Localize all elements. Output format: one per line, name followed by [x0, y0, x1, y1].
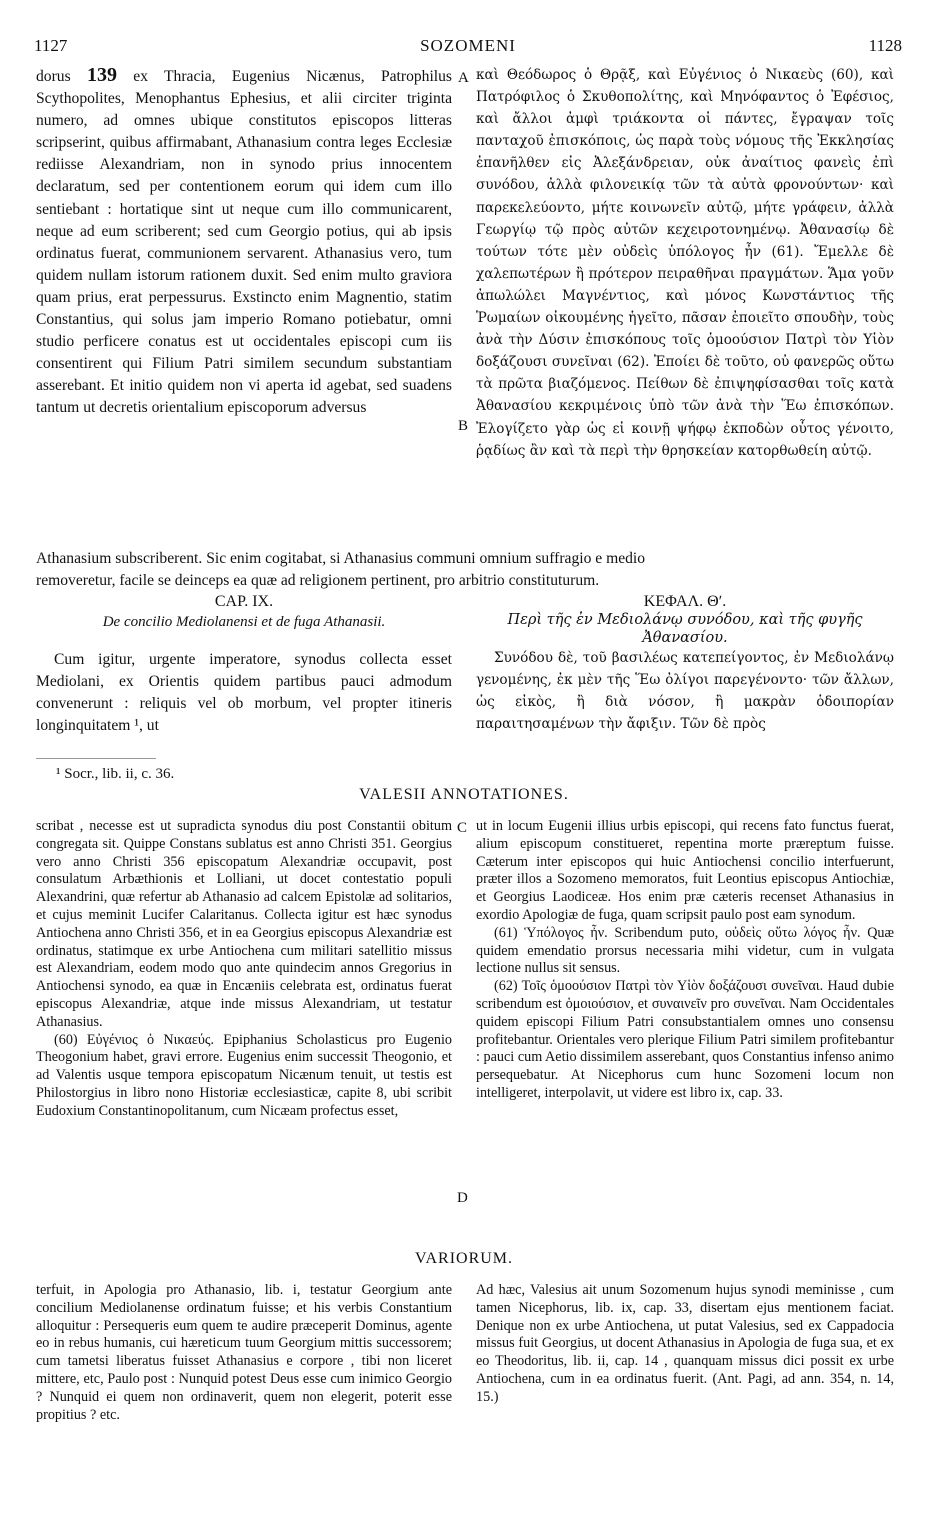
latin-chapter-subtitle: De concilio Mediolanensi et de fuga Athanasii.	[102, 614, 386, 630]
margin-marker-a: A	[458, 70, 469, 86]
latin-full-line-1: Athanasium subscriberent. Sic enim cogitabat, si Athanasius communi omnium suffragio e medio	[36, 550, 646, 567]
greek-chapter-text: Συνόδου δὲ, τοῦ βασιλέως κατεπείγοντος, ἐν Μεδιολάνῳ γενομένης, ἐκ μὲν τῆς Ἕω ὀλίγοι παρεγένοντο· τῶν ἄλλων, ὡς εἰκὸς, ἢ διὰ νόσον, ἢ μακρὰν ὁδοιπορίαν παραιτησαμένων τὴν ἄφιξιν. Τῶν δὲ πρὸς	[476, 650, 894, 733]
variorum-left-column	[36, 1282, 452, 1424]
latin-full-line-2: removeretur, facile se deinceps ea quæ ad religionem pertinent, pro arbitrio constituturum.	[36, 572, 600, 590]
greek-chapter-block	[476, 593, 894, 735]
margin-marker-c: C	[457, 820, 468, 836]
page-title: SOZOMENI	[420, 36, 516, 55]
variorum-right-text: Ad hæc, Valesius ait unum Sozomenum hujus synodi meminisse , cum tamen Nicephorus, lib. ix, cap. 33, disertam ejus mentionem faciat. Denique non ex urbe Antiochena, ut putat Valesius, sed ex Cappadocia missus fuit Georgius, ut docent Athanasius in Apologia de fuga sua, et ex eo Theodoritus, lib. ii, cap. 14 , quanquam missus dici possit ex urbe Antiochena, cum in ea ordinatus fuerit. (Ant. Pagi, ad ann. 354, n. 14, 15.)	[476, 1282, 894, 1405]
valesii-note-62: (62) Τοῖς ὁμοούσιον Πατρὶ τὸν Υἱὸν δοξάζουσι συνεῖναι. Haud dubie scribendum est ὁμοιούσιον, et συναινεῖν pro συνεῖναι. Nam Occidentales quidem episcopi Filium Patri consubstantialem omnes uno consensu profitebantur. Orientales vero plerique Filium Patri similem profitebantur : pauci cum Aetio dissimilem asserebant, quos Constantius infenso animo persequebatur. At Nicephorus cum hunc Sozomeni locum non intelligeret, interpolavit, ut videre est libro ix, cap. 33.	[476, 978, 894, 1101]
latin-text-column	[36, 64, 452, 420]
variorum-heading: VARIORUM.	[414, 1250, 514, 1267]
valesii-note-60: (60) Εὐγένιος ὁ Νικαεύς. Epiphanius Scholasticus pro Eugenio Theogonium habet, gravi errore. Eugenius enim successit Theogonio, et ad Valentis usque tempora episcopatum Nicænum tenuit, ut testis est Philostorgius in libro nono Historiæ ecclesiasticæ, capite 8, ubi scribit Eudoxium Constantinopolitanum, cum Nicæam profectus esset,	[36, 1031, 452, 1119]
greek-text-column	[476, 64, 894, 462]
valesii-heading: VALESII ANNOTATIONES.	[359, 786, 569, 803]
valesii-note-paragraph: ut in locum Eugenii illius urbis episcopi, qui recens fato functus fuerat, alium episcopum constitueret, repentina morte præreptum fuisse. Cæterum inter episcopos qui huic Antiochensi concilio interfuerunt, præter illos a Sozomeno memoratos, fuit Leontius episcopus Antiochiæ, et Georgius Laodiceæ. Hos enim præ cæteris recenset Athanasius in exordio Apologiæ de fuga, quam scripsit paulo post eam synodum.	[476, 818, 894, 923]
footnote: ¹ Socr., lib. ii, c. 36.	[56, 766, 175, 782]
latin-lead-word: dorus	[36, 68, 71, 85]
column-number-marker: 139	[86, 64, 117, 86]
variorum-right-column	[476, 1282, 894, 1407]
left-page-number: 1127	[34, 36, 68, 55]
running-head	[34, 36, 902, 60]
greek-chapter-subtitle: Περὶ τῆς ἐν Μεδιολάνῳ συνόδου, καὶ τῆς φυγῆς Ἀθανασίου.	[507, 612, 863, 646]
latin-body-text: ex Thracia, Eugenius Nicænus, Patrophilus Scythopolites, Menophantus Ephesius, et alii circiter triginta numero, ad omnes ubique constitutos episcopos litteras scripserint, quibus affirmabant, Athanasium contra leges Ecclesiæ rediisse Alexandriam, non in synodo prius innocentem declaratum, sed per contentionem eorum qui idem cum illo sentiebant : hortatique sint ut neque cum illo communicarent, neque ad eum scriberent; sed cum Georgio potius, qui ab ipsis ordinatus fuerat, communionem servarent. Athanasius vero, tum quidem nullam istorum rationem duxit. Sed enim multo graviora quam prius, erat perpessurus. Exstincto enim Magnentio, statim Constantius, qui solus jam imperio Romano potiebatur, omni studio perficere conatus est ut occidentales episcopi cum iis consentirent qui Filium Patri similem secundum substantiam asserebant. Et initio quidem non vi aperta id agebat, sed suadens tantum ut decretis orientalium episcoporum adversus	[36, 68, 452, 417]
right-page-number: 1128	[868, 36, 902, 55]
latin-full-width-lines	[36, 548, 894, 592]
latin-chapter-block	[36, 593, 452, 737]
variorum-left-text: terfuit, in Apologia pro Athanasio, lib. i, testatur Georgium ante concilium Mediolanense ordinatum fuisse; et his verbis Constantium alloquitur : Persequeris eum quem te audire præceperit Dominus, agente eo in rebus humanis, cui hæreticum tuum Georgium mittis successorem; cum tametsi liberatus fuisset Athanasius e corpore , tibi non liceret mittere, etc, Paulo post : Nunquid potest Deus esse cum inimico Georgio ? Nunquid ei quem non ordinaverit, quem non elegerit, poterit esse propitius ? etc.	[36, 1282, 452, 1423]
valesii-note-61: (61) Ὑπόλογος ἦν. Scribendum puto, οὐδεὶς οὕτω λόγος ἦν. Quæ quidem emendatio prorsus necessaria mihi videtur, cum in vulgata lectione nullus sit sensus.	[476, 924, 894, 977]
margin-marker-d: D	[457, 1190, 468, 1206]
latin-chapter-text: Cum igitur, urgente imperatore, synodus collecta esset Mediolani, ex Orientis quidem partibus pauci admodum convenerunt : reliquis vel ob morbum, vel propter itineris longinquitatem ¹, ut	[36, 651, 452, 735]
valesii-note-paragraph: scribat , necesse est ut supradicta synodus diu post Constantii obitum congregata sit. Quippe Constans sublatus est anno Christi 351. Georgius vero anno Christi 356 episcopatum Alexandriæ occupavit, post consulatum Arbæthionis et Lolliani, ut docet contestatio populi Alexandrini, quæ refertur ab Athanasio ad calcem Epistolæ ad solitarios, et cujus meminit Lucifer Calaritanus. Collecta igitur est hæc synodus Antiochena anno Christi 356, et in ea Georgius episcopus Alexandriæ est ordinatus, statimque ex urbe Antiochena cum militari satellitio missus est Alexandriam, eodem modo quo ante quindecim annos Gregorius in Antiochensi synodo, ea quæ in Encæniis celebrata est, ordinatus fuerat episcopus Alexandriæ, atque inde missus Alexandriam, ut testatur Athanasius.	[36, 818, 452, 1030]
valesii-right-column	[476, 818, 894, 1103]
margin-marker-b: B	[458, 418, 469, 434]
valesii-left-column	[36, 818, 452, 1121]
latin-chapter-heading: CAP. IX.	[214, 593, 274, 610]
greek-chapter-heading: ΚΕΦΑΛ. Θʹ.	[643, 593, 727, 610]
footnote-rule	[36, 758, 156, 759]
greek-body-text: καὶ Θεόδωρος ὁ Θρᾷξ, καὶ Εὐγένιος ὁ Νικαεὺς (60), καὶ Πατρόφιλος ὁ Σκυθοπολίτης, καὶ Μηνόφαντος ὁ Ἐφέσιος, καὶ ἄλλοι ἀμφὶ τριάκοντα οἱ πάντες, ἔγραψαν τοῖς πανταχοῦ ἐπισκόποις, ὡς παρὰ τοὺς νόμους τῆς Ἐκκλησίας ἐπανῆλθεν εἰς Ἀλεξάνδρειαν, οὐκ ἀναίτιος φανεὶς ἐπὶ συνόδου, ἀλλὰ φιλονεικίᾳ τῶν τὰ αὐτὰ φρονούντων· καὶ παρεκελεύοντο, μήτε κοινωνεῖν αὐτῷ, μήτε γράφειν, ἀλλὰ Γεωργίῳ τῷ πρὸς αὐτῶν κεχειροτονημένῳ. Ἀθανασίῳ δὲ τούτων τότε μὲν οὐδεὶς ὑπόλογος ἦν (61). Ἔμελλε δὲ χαλεπωτέρων ἢ πρότερον πειραθῆναι πραγμάτων. Ἅμα γοῦν ἀπωλώλει Μαγνέντιος, καὶ μόνος Κωνστάντιος τῆς Ῥωμαίων οἰκουμένης ἡγεῖτο, πᾶσαν ἐποιεῖτο σπουδὴν, τοὺς ἀνὰ τὴν Δύσιν ἐπισκόπους τοῖς ὁμοούσιον Πατρὶ τὸν Υἱὸν δοξάζουσι συνεῖναι (62). Ἐποίει δὲ τοῦτο, οὐ φανερῶς οὕτω τὰ πρῶτα βιαζόμενος. Πείθων δὲ ἐπιψηφίσασθαι τοῖς κατὰ Ἀθανασίου κεκριμένοις ὑπὸ τῶν ἀνὰ τὴν Ἕω ἐπισκόπων. Ἐλογίζετο γὰρ ὡς εἰ κοινῇ ψήφῳ ἐκποδὼν οὗτος γένοιτο, ῥᾳδίως ἂν καὶ τὰ περὶ τὴν θρησκείαν κατορθωθείη αὐτῷ.	[476, 67, 894, 459]
